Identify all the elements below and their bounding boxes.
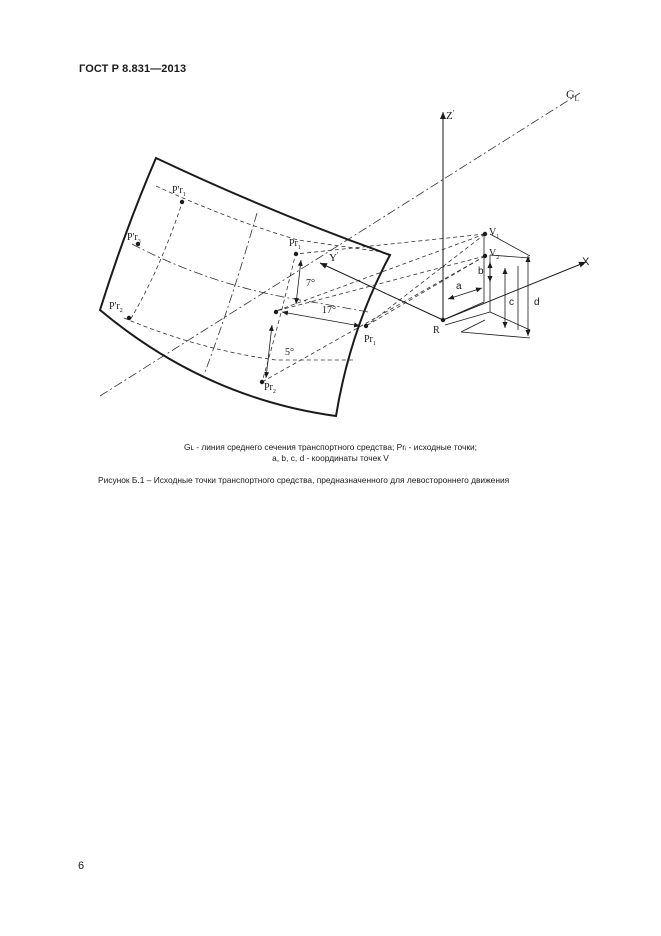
grid-line-top: [156, 186, 382, 252]
label-gl: $G_L$: [566, 87, 579, 103]
grid-vertical-right: [262, 252, 296, 382]
document-header: ГОСТ Р 8.831—2013: [79, 63, 187, 75]
figure-title: Рисунок Б.1 – Исходные точки транспортного средства, предназначенного для левостороннего движения: [98, 475, 510, 485]
label-c: c: [509, 297, 514, 308]
angle-5-arrow: [266, 325, 272, 378]
label-angle-5: 5°: [285, 347, 294, 358]
label-angle-7: 7°: [306, 278, 315, 289]
legend-line-1: Gʟ - линия среднего сечения транспортного средства; Prᵢ - исходные точки;: [184, 442, 477, 452]
angle-7-arrow: [296, 260, 301, 304]
legend-line-2: a, b, c, d - координаты точек V: [272, 453, 389, 463]
gl-centre-line: [100, 93, 580, 396]
label-pr2-front: $P'r_2$: [109, 301, 123, 314]
label-angle-17: 17°: [322, 305, 336, 316]
grid-vertical-left: [130, 200, 183, 320]
label-d: d: [534, 297, 540, 308]
label-a: a: [456, 281, 462, 292]
label-b: b: [478, 266, 484, 277]
windscreen-outline: [100, 158, 390, 416]
label-pr1-right: $Pr_1$: [289, 238, 301, 251]
label-v2: $V_2$: [489, 248, 500, 261]
x-axis: [443, 262, 586, 320]
dimension-a: [448, 288, 482, 299]
label-pr3-front: $P'r_3$: [127, 232, 141, 245]
label-v1: $V_1$: [489, 227, 500, 240]
label-r: R: [433, 325, 440, 336]
page-number: 6: [78, 860, 85, 872]
label-z: Z': [446, 109, 454, 122]
label-pr2-bottom: $Pr_2$: [264, 382, 276, 395]
label-pr1-front: $P'r_1$: [172, 185, 186, 198]
label-y: Y': [329, 251, 339, 264]
label-x: X: [582, 256, 590, 268]
angle-17-arrow: [282, 312, 360, 326]
label-pr1-edge: $Pr_1$: [364, 334, 376, 347]
